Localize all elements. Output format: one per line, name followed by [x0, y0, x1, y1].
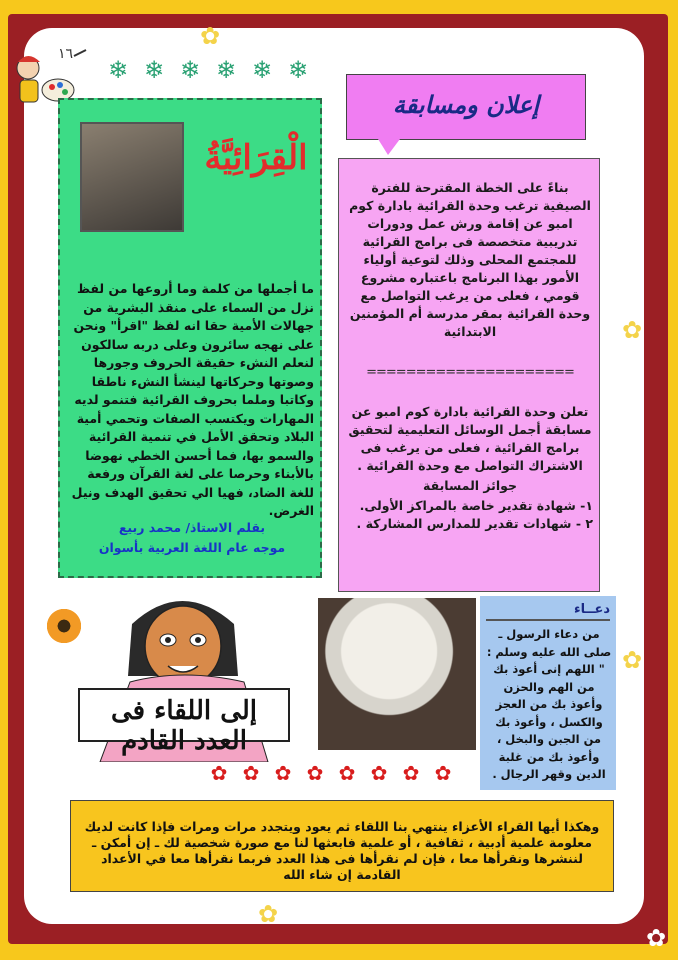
rose-icon: ✿ — [434, 761, 452, 785]
article-title: الْقِرَائِيَّةُ — [204, 138, 308, 178]
announcement-paragraph-2: تعلن وحدة القرائية بادارة كوم امبو عن مسابقة أجمل الوسائل التعليمية لتحقيق برامج القرائية ، فعلى من يرغب فى الاشتراك التواصل مع وحدة القرائية . — [348, 404, 592, 473]
snowflake-icon: ❄ — [143, 56, 165, 84]
star-icon: ✿ — [200, 22, 221, 50]
article-panel — [58, 98, 322, 578]
bubble-tail — [378, 139, 400, 155]
star-icon: ✿ — [258, 900, 279, 928]
star-icon: ✿ — [646, 924, 667, 952]
snowflake-icon: ❄ — [215, 56, 237, 84]
author-name: بقلم الاستاذ/ محمد ربيع — [118, 520, 266, 535]
author-photo — [80, 122, 184, 232]
farewell-sign-text: إلى اللقاء فى العدد القادم — [110, 696, 258, 756]
author-title: موجه عام اللغة العربية بأسوان — [98, 540, 286, 555]
star-icon: ✿ — [622, 316, 643, 344]
prizes-title: جوائز المسابقة — [423, 478, 517, 493]
closing-text: وهكذا أيها القراء الأعزاء ينتهي بنا اللقاء ثم يعود ويتجدد مرات ومرات فإذا كانت لديك معلومة علمية أدبية ، ثقافية ، أو علمية فابعثها لنا مع صورة شخصية لك ـ إن أمكن ـ لننشرها ونقرأها معا ، فإن لم نقرأها فى هذا العدد فربما نقرأها معا في الأعداد القادمة إن شاء الله — [84, 819, 600, 882]
rose-icon: ✿ — [306, 761, 324, 785]
rose-icon: ✿ — [210, 761, 228, 785]
star-icon: ✿ — [622, 646, 643, 674]
prayer-body: من دعاء الرسول ـ صلى الله عليه وسلم : " اللهم إنى أعوذ بك من الهم والحزن وأعوذ بك من العجز والكسل ، وأعوذ بك من الجبن والبخل ، وأعوذ بك من غلبة الدين وقهر الرجال . — [486, 627, 612, 781]
prayer-title: دعــاء — [486, 602, 610, 621]
snowflake-icon: ❄ — [107, 56, 129, 84]
snowflake-icon: ❄ — [179, 56, 201, 84]
prize-2: ٢ - شهادات تقدير للمدارس المشاركة . — [356, 516, 593, 531]
rose-icon: ✿ — [242, 761, 260, 785]
snowflake-icon: ❄ — [287, 56, 309, 84]
rose-icon: ✿ — [274, 761, 292, 785]
praying-child-photo — [318, 598, 476, 750]
farewell-sign — [78, 688, 290, 756]
snowflake-icon: ❄ — [251, 56, 273, 84]
announcement-title-bubble — [346, 74, 586, 140]
announcement-divider: ===================== — [366, 365, 574, 380]
rose-icon: ✿ — [370, 761, 388, 785]
article-author — [70, 518, 314, 558]
article-body: ما أجملها من كلمة وما أروعها من لفظ نزل من السماء على منقذ البشرية من جهالات الأمية حقا انه لفظ "اقرأ" ونحن على نهجه سائرون وعلى دربه سالكون لنعلم النشء حقيقة الحروف وجورها وصوتها وحركاتها لينشأ النشء ناطقا وكاتبا وملما بحروف القرائية فتنمو لديه المهارات ويكتسب الصفات وتحمي أمية البلاد وتحقق الأمل في تنمية القرائية والسمو بها، فما أحسن الخطي نهوضا بالأبناء وحرصا على لغة القرآن ورفعة للغة الضاد، فهيا الي تحقيق الهدف ونيل الغرض. — [71, 281, 314, 518]
page-number: ١٦ — [58, 46, 74, 62]
closing-panel — [70, 800, 614, 892]
announcement-paragraph-1: بناءً على الخطة المقترحة للفترة الصيفية ترغب وحدة القرائية بادارة كوم امبو عن إقامة ورش عمل ودورات تدريبية متخصصة فى برامج القرائية للمجتمع المحلى وذلك لتوعية أولياء الأمور بهذا البرنامج باعتباره مشروع قومي ، فعلى من يرغب التواصل مع وحدة القرائية بمقر مدرسة أم المؤمنين الابتدائية — [349, 180, 591, 339]
announcement-title: إعلان ومسابقة — [392, 90, 540, 119]
rose-icon: ✿ — [338, 761, 356, 785]
rose-icon: ✿ — [402, 761, 420, 785]
announcement-panel — [338, 158, 600, 592]
prize-1: ١- شهادة تقدير خاصة بالمراكز الأولى. — [359, 498, 593, 513]
prayer-panel — [480, 596, 616, 790]
